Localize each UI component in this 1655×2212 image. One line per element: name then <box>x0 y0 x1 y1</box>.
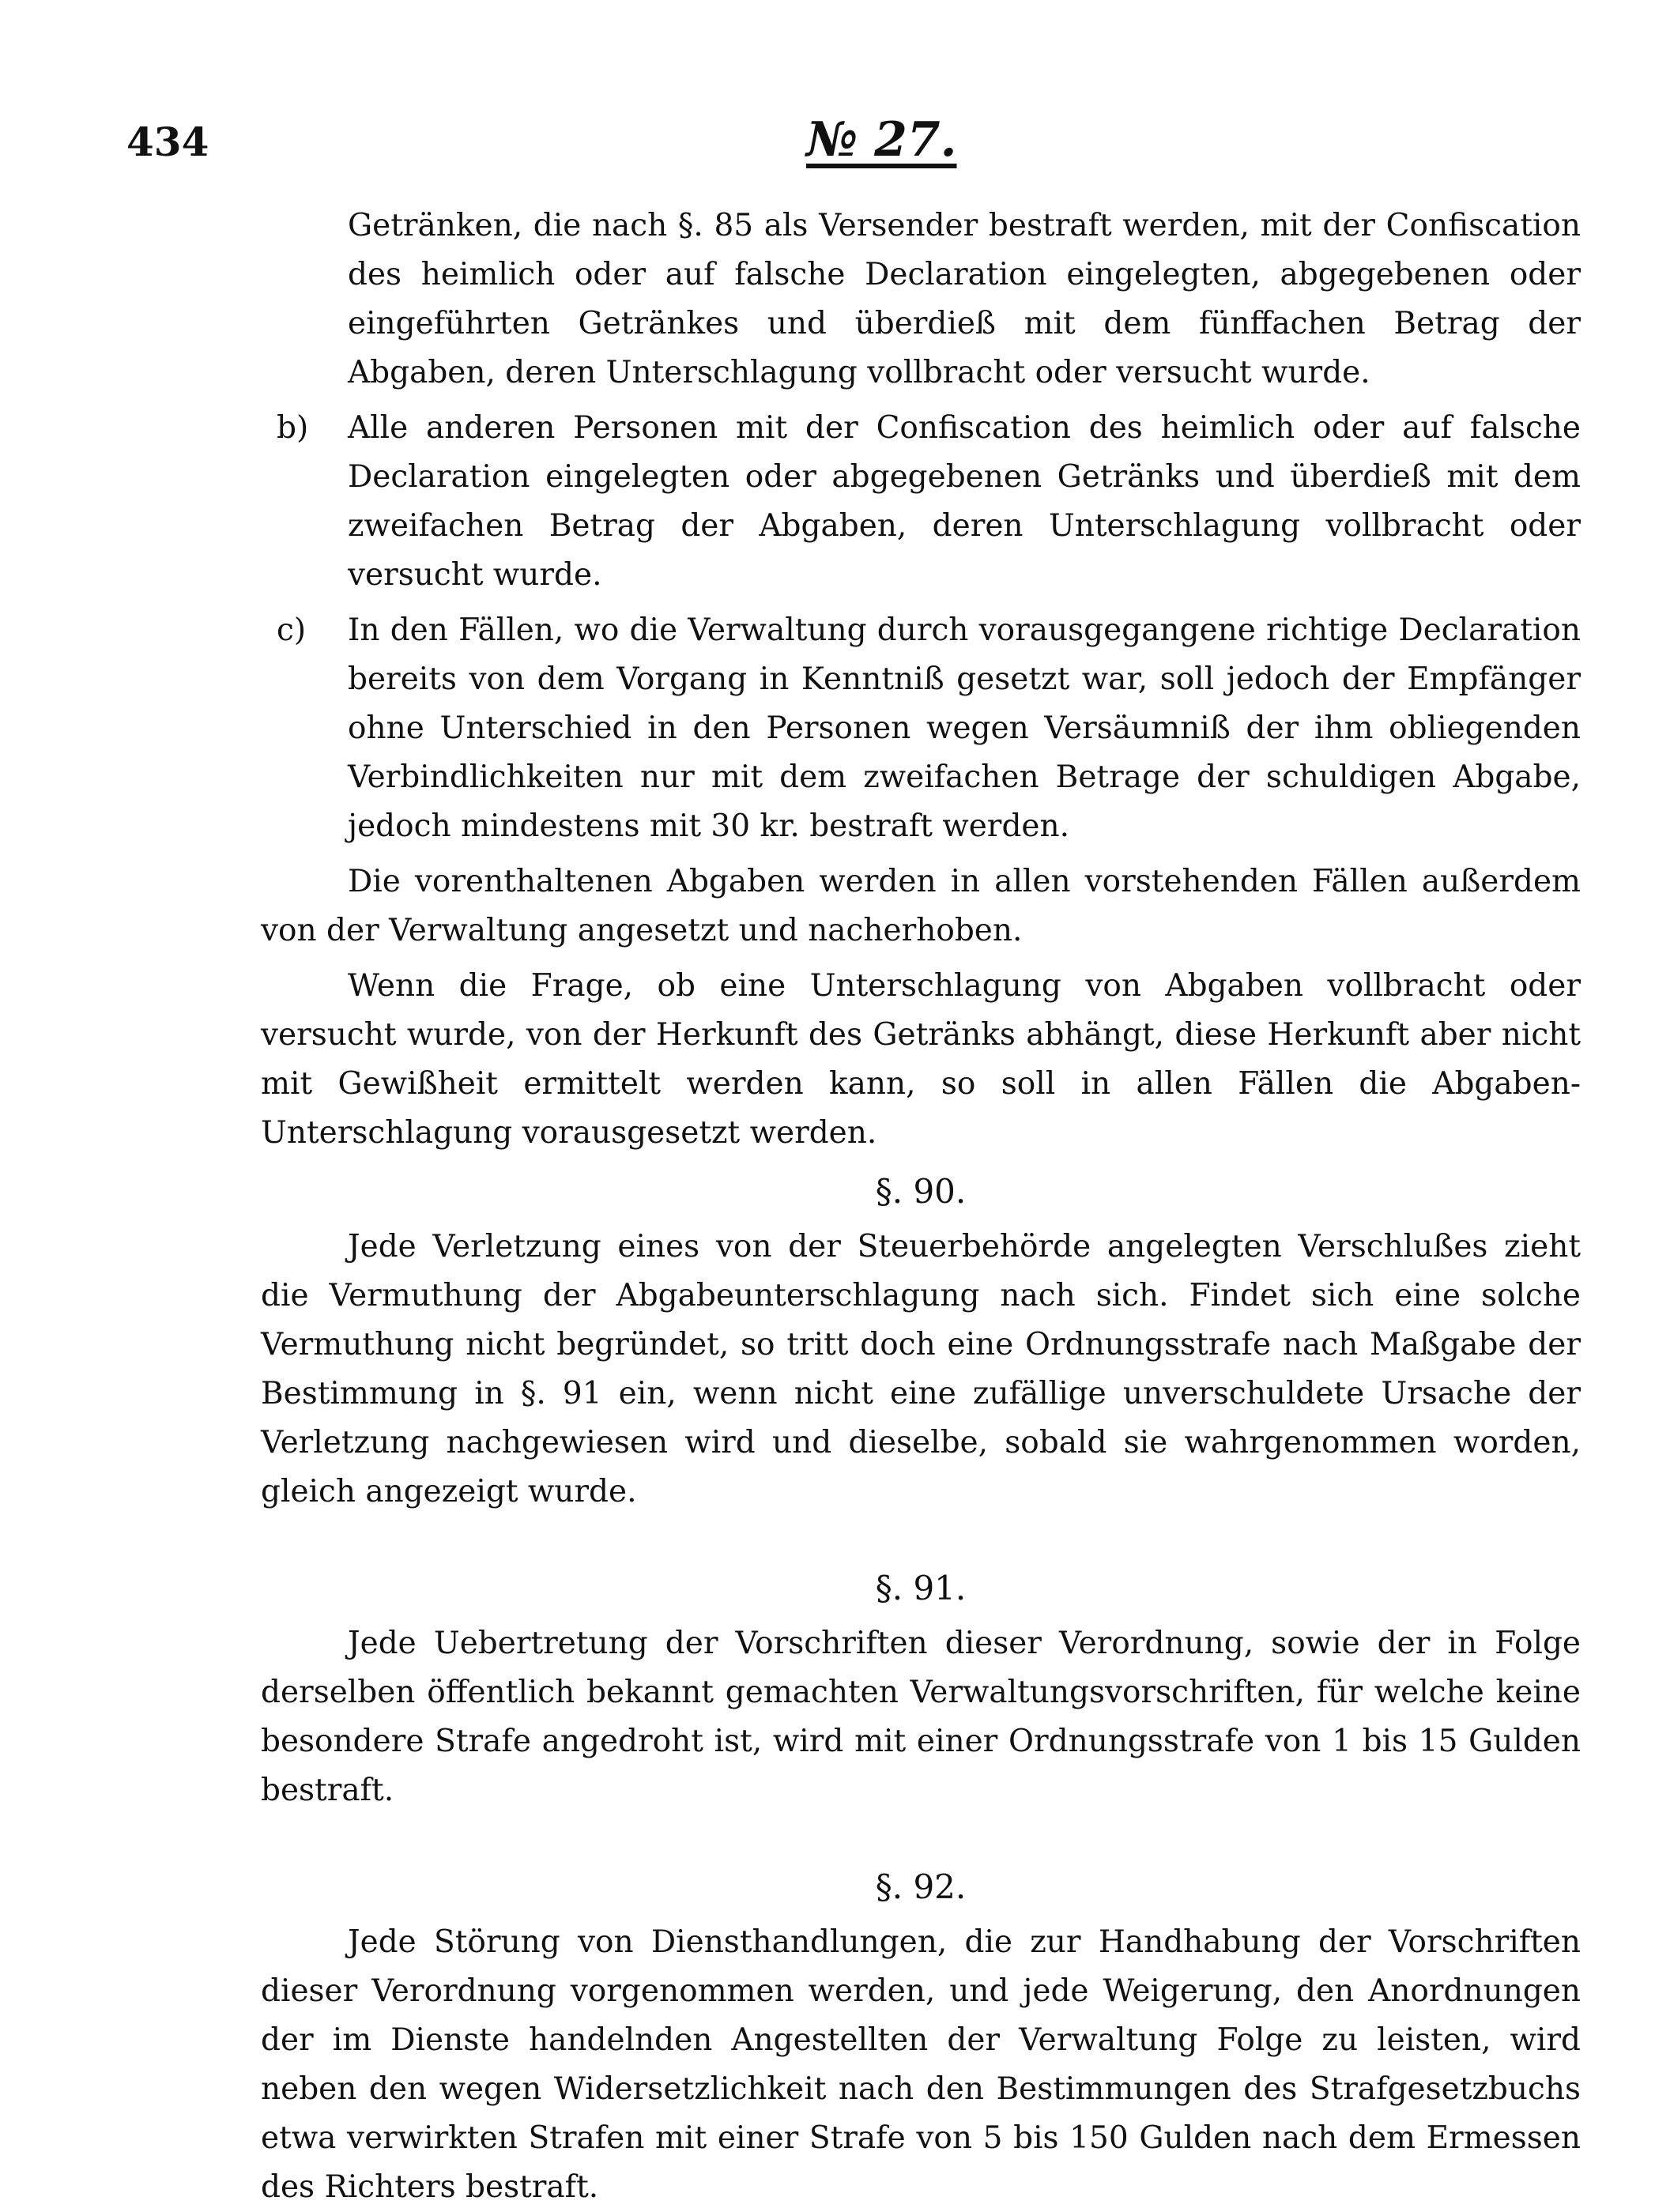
continuation-paragraph: Getränken, die nach §. 85 als Versender bestraft werden, mit der Confiscation des heimlich oder auf falsche Declaration eingelegten, abgegebenen oder eingeführten Getränkes und überdieß mit dem fünffachen Betrag der Abgaben, deren Unterschlagung vollbracht oder versucht wurde. <box>348 208 1581 390</box>
page-number: 434 <box>126 119 209 165</box>
issue-number: № 27. <box>806 112 957 168</box>
section-heading-91: §. 91. <box>875 1569 967 1607</box>
list-item-c <box>261 606 1581 851</box>
body-text <box>261 202 1581 2212</box>
list-item-text: In den Fällen, wo die Verwaltung durch vorausgegangene richtige Declaration bereits von dem Vorgang in Kenntniß gesetzt war, soll jedoch der Empfänger ohne Unterschied in den Personen wegen Versäumniß der ihm obliegenden Verbindlichkeiten nur mit dem zweifachen Betrage der schuldigen Abgabe, jedoch mindestens mit 30 kr. bestraft werden. <box>348 612 1581 844</box>
section-text-90: Jede Verletzung eines von der Steuerbehörde angelegten Verschlußes zieht die Vermuthung der Abgabeunterschlagung nach sich. Findet sich eine solche Vermuthung nicht begründet, so tritt doch eine Ordnungsstrafe nach Maßgabe der Bestimmung in §. 91 ein, wenn nicht eine zufällige unverschuldete Ursache der Verletzung nachgewiesen wird und dieselbe, sobald sie wahrgenommen worden, gleich angezeigt wurde. <box>261 1229 1581 1509</box>
section-heading-92: §. 92. <box>875 1867 967 1906</box>
section-heading-90: §. 90. <box>875 1172 967 1211</box>
section-text-92: Jede Störung von Diensthandlungen, die zur Handhabung der Vorschriften dieser Verordnung vorgenommen werden, und jede Weigerung, den Anordnungen der im Dienste handelnden Angestellten der Verwaltung Folge zu leisten, wird neben den wegen Widersetzlichkeit nach den Bestimmungen des Strafgesetzbuchs etwa verwirkten Strafen mit einer Strafe von 5 bis 150 Gulden nach dem Ermessen des Richters bestraft. <box>261 1924 1581 2205</box>
section-text-91: Jede Uebertretung der Vorschriften dieser Verordnung, sowie der in Folge derselben öffentlich bekannt gemachten Verwaltungsvorschriften, für welche keine besondere Strafe angedroht ist, wird mit einer Ordnungsstrafe von 1 bis 15 Gulden bestraft. <box>261 1626 1581 1808</box>
paragraph: Die vorenthaltenen Abgaben werden in allen vorstehenden Fällen außerdem von der Verwaltung angesetzt und nacherhoben. <box>261 864 1581 948</box>
list-item-label: b) <box>277 410 309 446</box>
paragraph: Wenn die Frage, ob eine Unterschlagung von Abgaben vollbracht oder versucht wurde, von der Herkunft des Getränks abhängt, diese Herkunft aber nicht mit Gewißheit ermittelt werden kann, so soll in allen Fällen die Abgaben-Unterschlagung vorausgesetzt werden. <box>261 968 1581 1151</box>
page-header <box>126 112 1581 182</box>
list-item-label: c) <box>277 612 307 648</box>
list-item-b <box>261 404 1581 600</box>
list-item-text: Alle anderen Personen mit der Confiscation des heimlich oder auf falsche Declaration eingelegten oder abgegebenen Getränks und überdieß mit dem zweifachen Betrag der Abgaben, deren Unterschlagung vollbracht oder versucht wurde. <box>348 410 1581 593</box>
